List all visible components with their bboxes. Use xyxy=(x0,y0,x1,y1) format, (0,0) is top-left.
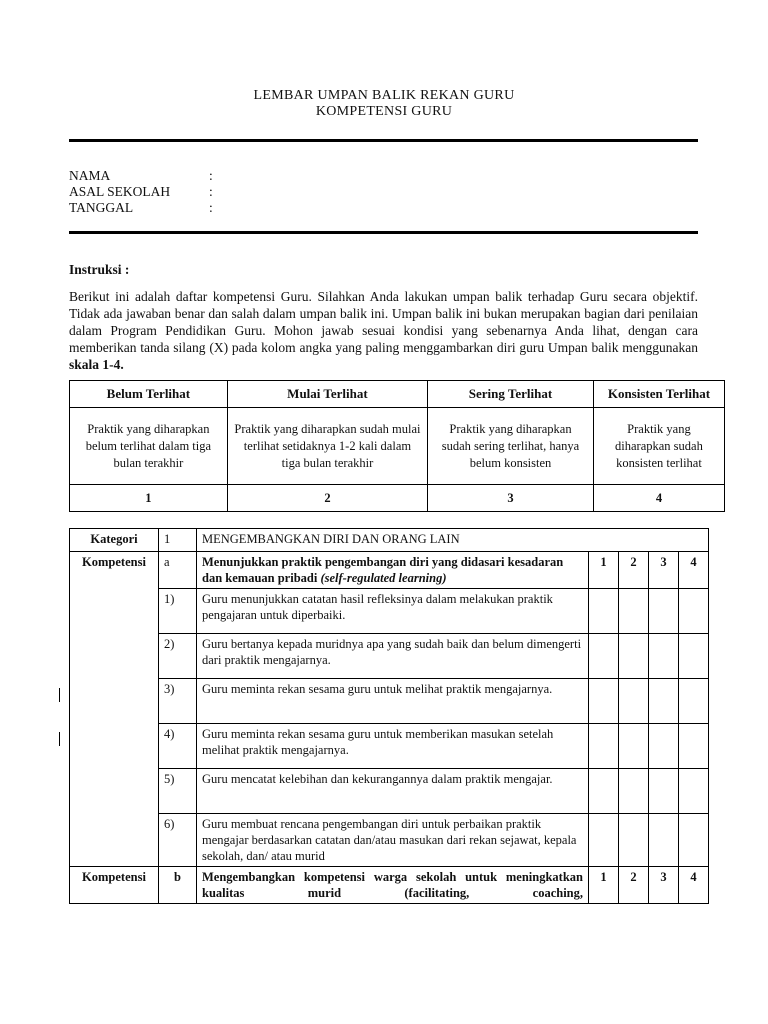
score-cell-2[interactable] xyxy=(619,634,649,679)
scale-description: Praktik yang diharapkan sudah konsisten terlihat xyxy=(593,408,724,485)
document-subtitle: KOMPETENSI GURU xyxy=(315,104,453,119)
text-cursor-mark xyxy=(59,732,60,746)
indicator-text: Guru mencatat kelebihan dan kekurangannya dalam praktik mengajar. xyxy=(197,769,589,814)
indicator-number: 6) xyxy=(159,814,197,867)
scale-description: Praktik yang diharapkan sudah sering terlihat, hanya belum konsisten xyxy=(428,408,594,485)
category-number: 1 xyxy=(159,529,197,552)
score-cell-1[interactable] xyxy=(589,679,619,724)
competency-label: Kompetensi xyxy=(70,867,159,904)
scale-header-row xyxy=(70,381,725,408)
field-asal-sekolah xyxy=(69,184,213,200)
score-cell-3[interactable] xyxy=(649,814,679,867)
indicator-text: Guru menunjukkan catatan hasil refleksinya dalam melakukan praktik pengajaran untuk diperbaiki. xyxy=(197,589,589,634)
score-header: 2 xyxy=(619,552,649,589)
score-cell-3[interactable] xyxy=(649,634,679,679)
score-header: 4 xyxy=(679,867,709,904)
competency-b-row xyxy=(70,867,709,904)
indicator-text: Guru membuat rencana pengembangan diri untuk perbaikan praktik mengajar berdasarkan catatan dan/atau masukan dari rekan sejawat, kepala sekolah, dan/ atau murid xyxy=(197,814,589,867)
score-cell-4[interactable] xyxy=(679,589,709,634)
score-header: 3 xyxy=(649,867,679,904)
field-label: NAMA xyxy=(69,168,111,183)
score-header: 1 xyxy=(589,552,619,589)
instruction-scale: skala 1-4. xyxy=(69,357,124,372)
score-cell-3[interactable] xyxy=(649,679,679,724)
indicator-row xyxy=(70,589,709,634)
indicator-row xyxy=(70,679,709,724)
score-cell-1[interactable] xyxy=(589,724,619,769)
instruction-text: Berikut ini adalah daftar kompetensi Guru. Silahkan Anda lakukan umpan balik terhadap Guru secara objektif. Tidak ada jawaban benar dan salah dalam umpan balik ini. Umpan balik ini bukan merupakan bagian dari penilaian dalam Program Pendidikan Guru. Mohon jawab sesuai kondisi yang sebenarnya Anda lihat, dengan cara memberikan tanda silang (X) pada kolom angka yang paling menggambarkan diri guru Umpan balik menggunakan xyxy=(69,289,698,355)
category-label: Kategori xyxy=(70,529,159,552)
competency-title-text: Menunjukkan praktik pengembangan diri yang didasari kesadaran dan kemauan pribadi xyxy=(202,555,564,585)
score-cell-3[interactable] xyxy=(649,589,679,634)
score-cell-2[interactable] xyxy=(619,724,649,769)
competency-letter: b xyxy=(159,867,197,904)
document-title: LEMBAR UMPAN BALIK REKAN GURU xyxy=(253,88,515,103)
score-cell-4[interactable] xyxy=(679,814,709,867)
scale-header: Konsisten Terlihat xyxy=(593,381,724,408)
score-cell-3[interactable] xyxy=(649,724,679,769)
score-cell-2[interactable] xyxy=(619,769,649,814)
divider-top xyxy=(69,139,698,142)
score-header: 2 xyxy=(619,867,649,904)
indicator-number: 5) xyxy=(159,769,197,814)
indicator-row xyxy=(70,634,709,679)
indicator-text: Guru bertanya kepada muridnya apa yang sudah baik dan belum dimengerti dari praktik mengajarnya. xyxy=(197,634,589,679)
indicator-number: 4) xyxy=(159,724,197,769)
score-cell-4[interactable] xyxy=(679,724,709,769)
divider-bottom xyxy=(69,231,698,234)
indicator-row xyxy=(70,814,709,867)
field-separator: : xyxy=(209,184,213,199)
scale-number: 4 xyxy=(593,485,724,512)
field-nama xyxy=(69,168,213,184)
scale-header: Belum Terlihat xyxy=(70,381,228,408)
score-cell-1[interactable] xyxy=(589,589,619,634)
scale-number: 1 xyxy=(70,485,228,512)
field-tanggal xyxy=(69,200,213,216)
scale-number-row xyxy=(70,485,725,512)
indicator-text: Guru meminta rekan sesama guru untuk memberikan masukan setelah melihat praktik mengajarnya. xyxy=(197,724,589,769)
competency-a-row xyxy=(70,552,709,589)
score-cell-3[interactable] xyxy=(649,769,679,814)
competency-title-italic: (self-regulated learning) xyxy=(320,571,447,585)
scale-description: Praktik yang diharapkan belum terlihat dalam tiga bulan terakhir xyxy=(70,408,228,485)
field-label: TANGGAL xyxy=(69,200,134,215)
instruction-paragraph xyxy=(69,288,698,373)
score-cell-4[interactable] xyxy=(679,679,709,724)
field-label: ASAL SEKOLAH xyxy=(69,184,171,199)
score-cell-1[interactable] xyxy=(589,634,619,679)
scale-header: Sering Terlihat xyxy=(428,381,594,408)
scale-description-row xyxy=(70,408,725,485)
instruction-heading: Instruksi : xyxy=(69,262,130,277)
competency-title: Mengembangkan kompetensi warga sekolah untuk meningkatkan kualitas murid (facilitating, coaching, xyxy=(197,867,589,904)
score-cell-4[interactable] xyxy=(679,634,709,679)
indicator-number: 2) xyxy=(159,634,197,679)
indicator-number: 1) xyxy=(159,589,197,634)
score-cell-2[interactable] xyxy=(619,679,649,724)
scale-header: Mulai Terlihat xyxy=(227,381,427,408)
score-cell-1[interactable] xyxy=(589,769,619,814)
indicator-text: Guru meminta rekan sesama guru untuk melihat praktik mengajarnya. xyxy=(197,679,589,724)
category-title: MENGEMBANGKAN DIRI DAN ORANG LAIN xyxy=(197,529,709,552)
score-cell-1[interactable] xyxy=(589,814,619,867)
competency-letter: a xyxy=(159,552,197,589)
field-separator: : xyxy=(209,168,213,183)
indicator-row xyxy=(70,724,709,769)
scale-number: 3 xyxy=(428,485,594,512)
competency-title xyxy=(197,552,589,589)
indicator-number: 3) xyxy=(159,679,197,724)
indicator-row xyxy=(70,769,709,814)
score-header: 4 xyxy=(679,552,709,589)
competency-table xyxy=(69,528,709,904)
score-cell-2[interactable] xyxy=(619,589,649,634)
text-cursor-mark xyxy=(59,688,60,702)
competency-label: Kompetensi xyxy=(70,552,159,867)
scale-table xyxy=(69,380,725,512)
category-row xyxy=(70,529,709,552)
score-cell-2[interactable] xyxy=(619,814,649,867)
scale-description: Praktik yang diharapkan sudah mulai terlihat setidaknya 1-2 kali dalam tiga bulan terakhir xyxy=(227,408,427,485)
score-header: 3 xyxy=(649,552,679,589)
scale-number: 2 xyxy=(227,485,427,512)
field-separator: : xyxy=(209,200,213,215)
score-cell-4[interactable] xyxy=(679,769,709,814)
score-header: 1 xyxy=(589,867,619,904)
